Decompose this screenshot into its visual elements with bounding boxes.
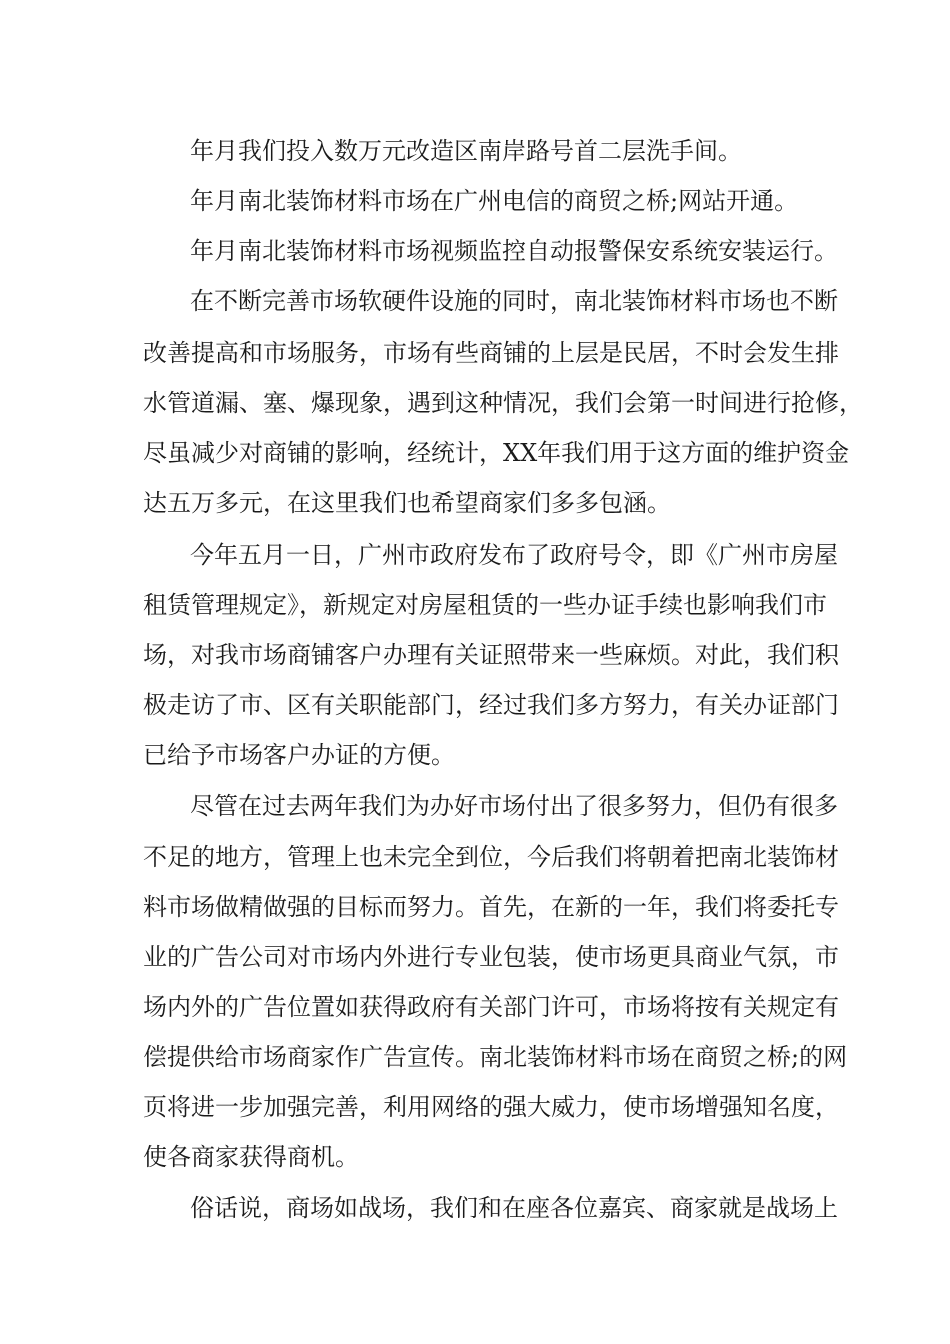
text-line: 改善提高和市场服务，市场有些商铺的上层是民居，不时会发生排 bbox=[143, 339, 839, 367]
text-line: 今年五月一日，广州市政府发布了政府号令，即《广州市房屋 bbox=[190, 541, 838, 569]
text-line: 场，对我市场商铺客户办理有关证照带来一些麻烦。对此，我们积 bbox=[143, 641, 839, 669]
text-line: 偿提供给市场商家作广告宣传。南北装饰材料市场在商贸之桥;的网 bbox=[143, 1043, 848, 1071]
text-line: 年月南北装饰材料市场在广州电信的商贸之桥;网站开通。 bbox=[190, 187, 799, 215]
text-line: 极走访了市、区有关职能部门，经过我们多方努力，有关办证部门 bbox=[143, 691, 839, 719]
text-line: 料市场做精做强的目标而努力。首先，在新的一年，我们将委托专 bbox=[143, 893, 839, 921]
text-line: 场内外的广告位置如获得政府有关部门许可，市场将按有关规定有 bbox=[143, 993, 839, 1021]
text-line: 使各商家获得商机。 bbox=[143, 1143, 359, 1171]
text-line: 已给予市场客户办证的方便。 bbox=[143, 741, 455, 769]
text-line: 俗话说，商场如战场，我们和在座各位嘉宾、商家就是战场上 bbox=[190, 1194, 838, 1222]
text-line: 业的广告公司对市场内外进行专业包装，使市场更具商业气氛，市 bbox=[143, 943, 839, 971]
text-line: 水管道漏、塞、爆现象，遇到这种情况，我们会第一时间进行抢修， bbox=[143, 389, 863, 417]
text-line: 页将进一步加强完善，利用网络的强大威力，使市场增强知名度， bbox=[143, 1093, 839, 1121]
text-line: 不足的地方，管理上也未完全到位，今后我们将朝着把南北装饰材 bbox=[143, 843, 839, 871]
text-line: 年月南北装饰材料市场视频监控自动报警保安系统安装运行。 bbox=[190, 237, 838, 265]
text-line: 在不断完善市场软硬件设施的同时，南北装饰材料市场也不断 bbox=[190, 287, 838, 315]
text-line: 尽虽减少对商铺的影响，经统计，XX年我们用于这方面的维护资金 bbox=[143, 439, 850, 467]
text-line: 租赁管理规定》，新规定对房屋租赁的一些办证手续也影响我们市 bbox=[143, 591, 827, 619]
text-line: 尽管在过去两年我们为办好市场付出了很多努力，但仍有很多 bbox=[190, 792, 838, 820]
text-line: 达五万多元，在这里我们也希望商家们多多包涵。 bbox=[143, 489, 671, 517]
text-line: 年月我们投入数万元改造区南岸路号首二层洗手间。 bbox=[190, 137, 742, 165]
